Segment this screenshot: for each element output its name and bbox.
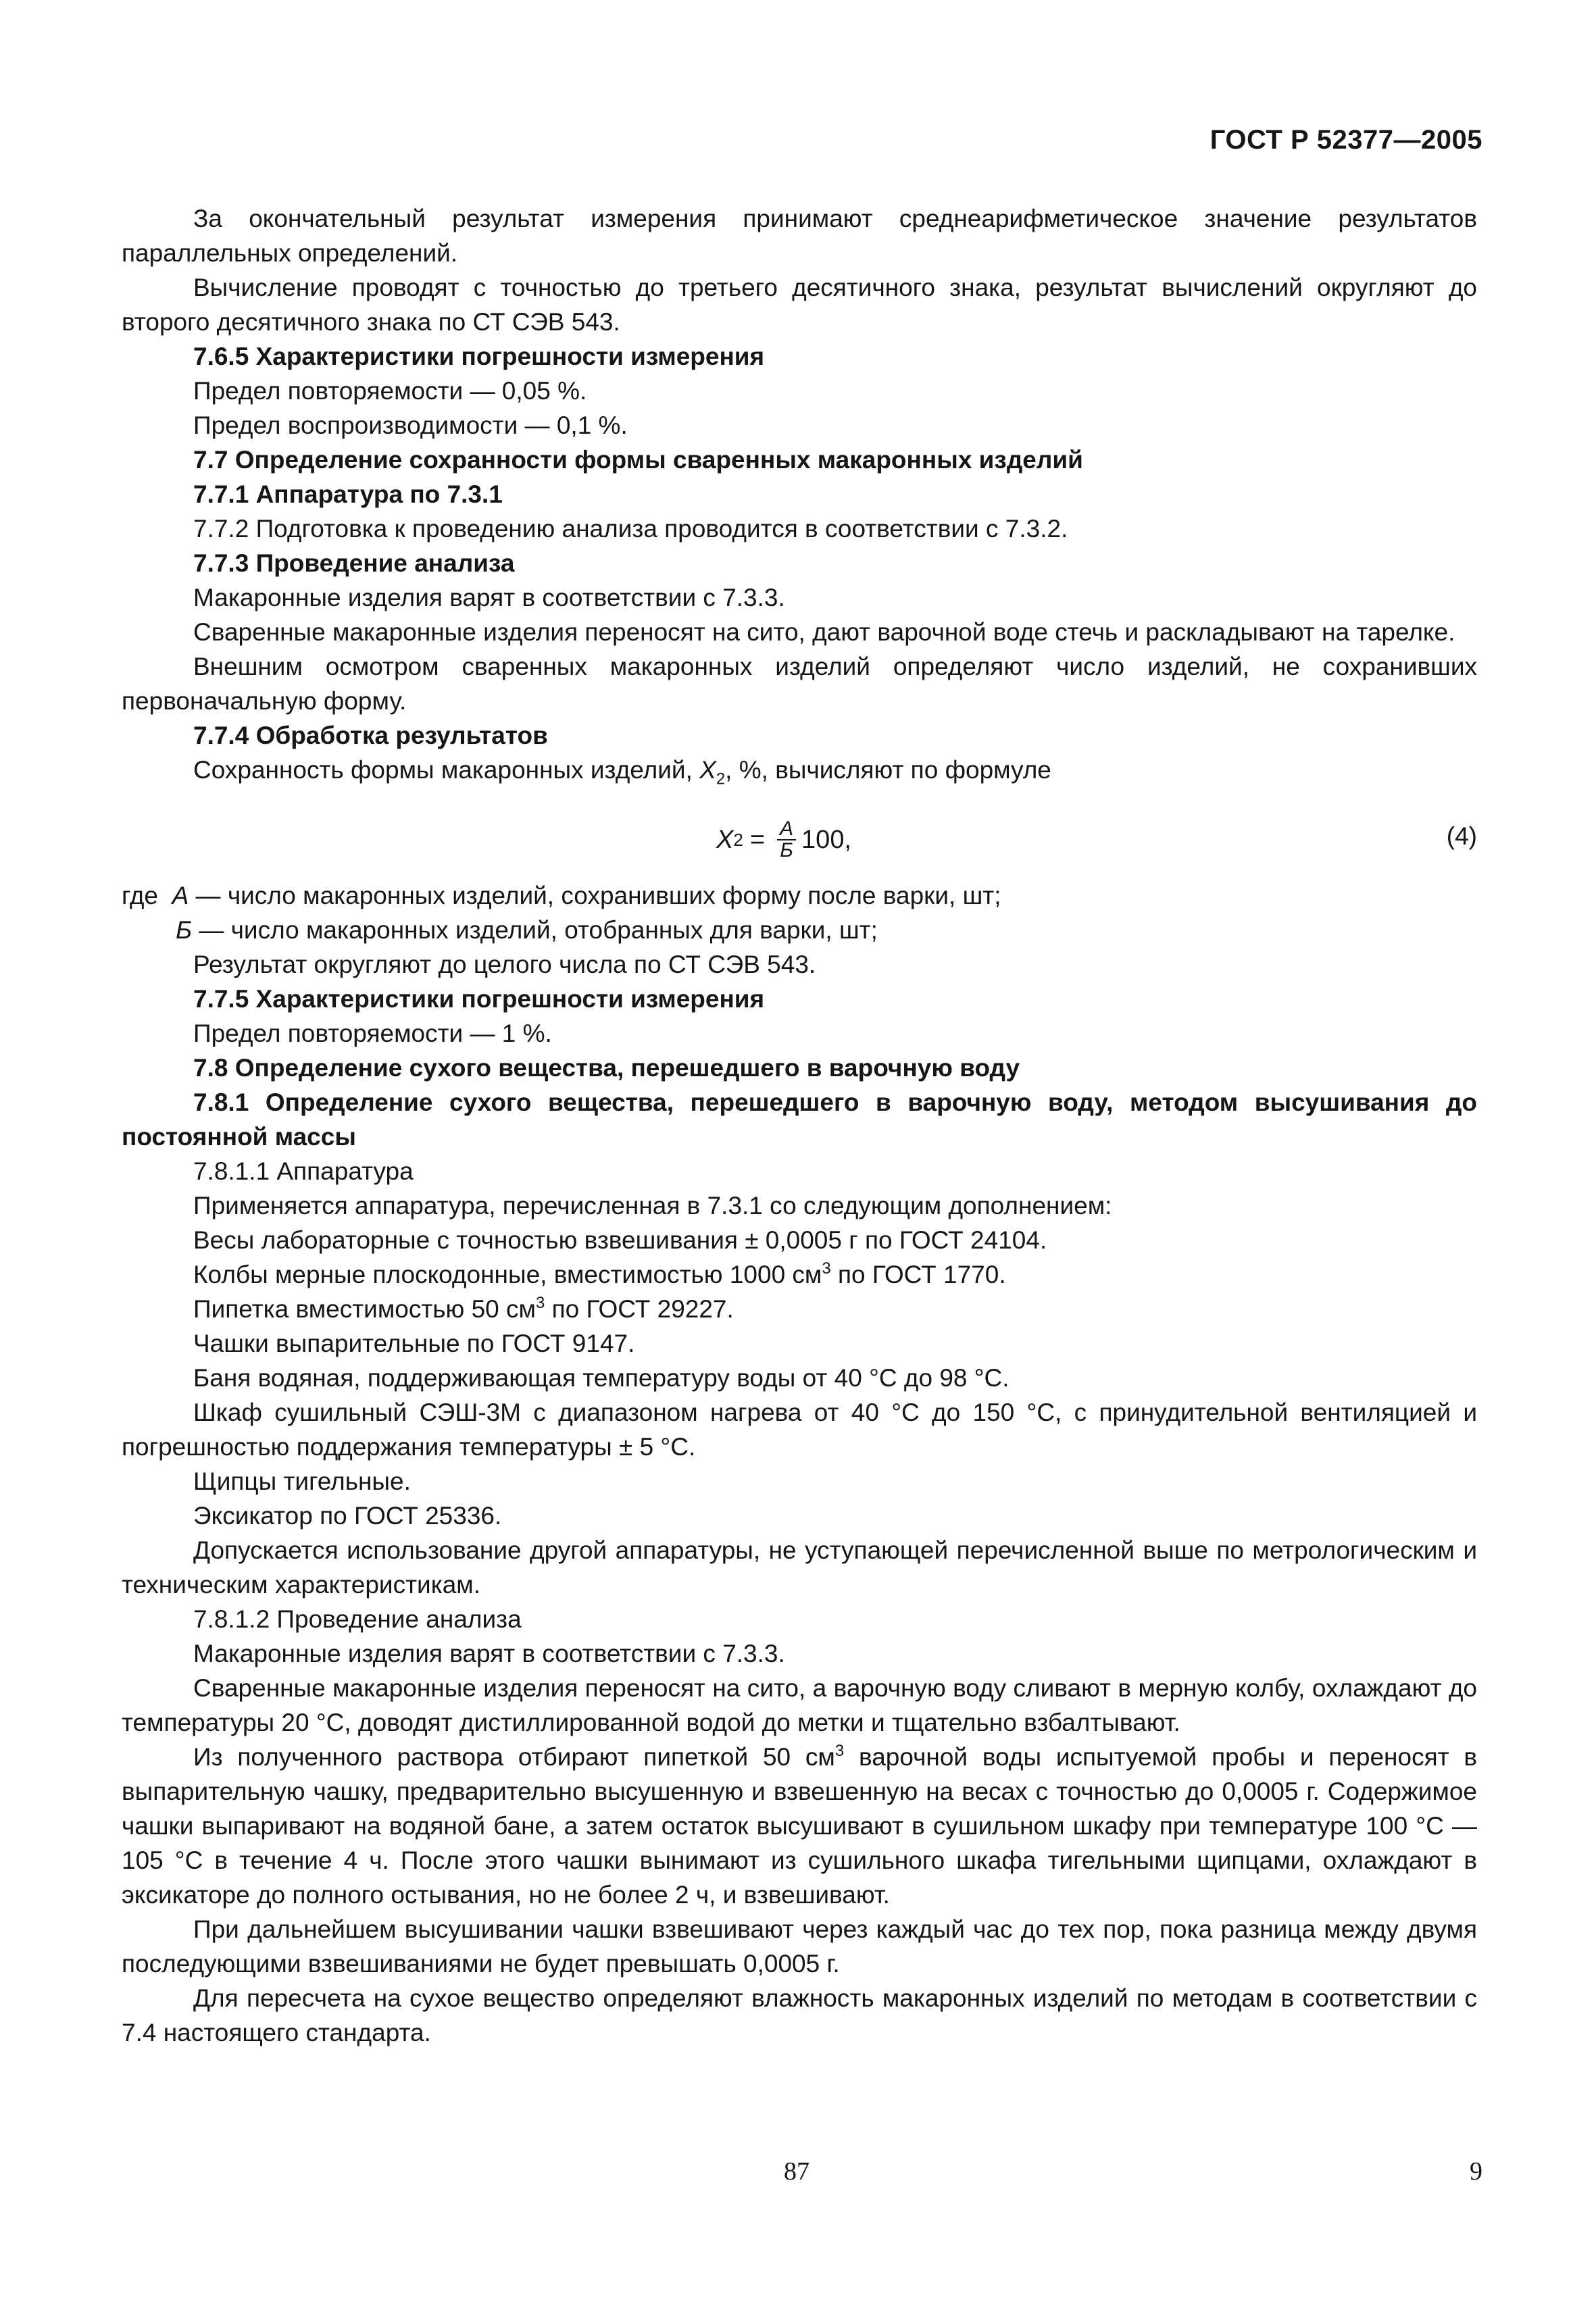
where-clause [122, 878, 1477, 913]
text-run: — число макаронных изделий, сохранивших форму после варки, шт; [195, 882, 1001, 910]
paragraph: Весы лабораторные с точностью взвешивания ± 0,0005 г по ГОСТ 24104. [193, 1226, 1047, 1255]
variable: Б [176, 916, 193, 945]
paragraph: Результат округляют до целого числа по СТ СЭВ 543. [193, 951, 816, 979]
paragraph: При дальнейшем высушивании чашки взвешивают через каждый час до тех пор, пока разница между двумя последующими взвешиваниями не будет превышать 0,0005 г. [122, 1915, 1477, 1978]
text-run: варочной воды испытуемой пробы и переносят в выпарительную чашку, предварительно высушенную и взвешенную на весах с точностью до 0,0005 г. Содержимое чашки выпаривают на водяной бане, а затем остаток высушивают в сушильном шкафу при температуре 100 °С — 105 °С в течение 4 ч. После этого чашки вынимают из сушильного шкафа тигельными щипцами, охлаждают в эксикаторе до полного остывания, но не более 2 ч, и взвешивают. [122, 1743, 1477, 1909]
paragraph: Эксикатор по ГОСТ 25336. [193, 1502, 502, 1530]
paragraph [122, 1740, 1477, 1912]
formula-block [122, 804, 1477, 872]
paragraph: Вычисление проводят с точностью до третьего десятичного знака, результат вычислений округляют до второго десятичного знака по СТ СЭВ 543. [122, 274, 1477, 336]
paragraph: Сваренные макаронные изделия переносят на сито, а варочную воду сливают в мерную колбу, охлаждают до температуры 20 °С, доводят дистиллированной водой до метки и тщательно взбалтывают. [122, 1674, 1477, 1737]
text-run: Сохранность формы макаронных изделий, [193, 756, 693, 784]
page-number: 9 [1470, 2157, 1482, 2186]
section-heading: 7.7 Определение сохранности формы сваренных макаронных изделий [193, 446, 1083, 474]
paragraph: 7.8.1.1 Аппаратура [193, 1157, 414, 1186]
section-heading: 7.7.3 Проведение анализа [193, 549, 515, 577]
superscript: 3 [535, 1294, 545, 1313]
paragraph: Макаронные изделия варят в соответствии с 7.3.3. [193, 584, 785, 611]
formula [716, 819, 851, 861]
formula-subscript: 2 [733, 829, 743, 850]
paragraph: Макаронные изделия варят в соответствии с 7.3.3. [193, 1640, 785, 1668]
paragraph: Предел повторяемости — 1 %. [193, 1020, 552, 1048]
document-id-header: ГОСТ Р 52377—2005 [1210, 125, 1482, 155]
formula-equals: = [749, 825, 766, 854]
section-heading: 7.7.5 Характеристики погрешности измерения [193, 985, 765, 1013]
formula-variable: X [716, 825, 734, 854]
paragraph: Баня водяная, поддерживающая температуру воды от 40 °С до 98 °С. [193, 1364, 1009, 1392]
paragraph: Щипцы тигельные. [193, 1467, 411, 1496]
superscript: 3 [834, 1742, 845, 1761]
where-clause [122, 913, 1477, 947]
formula-fraction [777, 819, 796, 861]
section-heading: 7.7.1 Аппаратура по 7.3.1 [193, 480, 503, 508]
paragraph: Шкаф сушильный СЭШ-3М с диапазоном нагрева от 40 °С до 150 °С, с принудительной вентиляцией и погрешностью поддержания температуры ± 5 °С. [122, 1399, 1477, 1461]
text-run: , %, вычисляют по формуле [725, 756, 1051, 784]
equation-number: (4) [1446, 822, 1477, 851]
paragraph: Внешним осмотром сваренных макаронных изделий определяют число изделий, не сохранивших первоначальную форму. [122, 653, 1477, 715]
superscript: 3 [822, 1259, 831, 1278]
paragraph: За окончательный результат измерения принимают среднеарифметическое значение результатов параллельных определений. [122, 205, 1477, 267]
scan-page-number: 87 [784, 2157, 809, 2186]
text-run: по ГОСТ 29227. [545, 1295, 734, 1324]
section-heading: 7.8.1 Определение сухого вещества, перешедшего в варочную воду, методом высушивания до постоянной массы [122, 1088, 1477, 1151]
paragraph [122, 753, 1477, 796]
paragraph: Применяется аппаратура, перечисленная в 7.3.1 со следующим дополнением: [193, 1192, 1112, 1220]
paragraph: 7.8.1.2 Проведение анализа [193, 1605, 522, 1634]
formula-factor: 100, [801, 825, 852, 854]
paragraph: Для пересчета на сухое вещество определяют влажность макаронных изделий по методам в соответствии с 7.4 настоящего стандарта. [122, 1984, 1477, 2047]
paragraph [122, 1257, 1477, 1292]
paragraph: Допускается использование другой аппаратуры, не уступающей перечисленной выше по метрологическим и техническим характеристикам. [122, 1536, 1477, 1599]
paragraph [122, 1292, 1477, 1326]
text-run: по ГОСТ 1770. [830, 1261, 1006, 1289]
text-run: Пипетка вместимостью 50 см [193, 1295, 536, 1324]
variable: А [172, 882, 189, 910]
document-body [122, 201, 1477, 2050]
where-prefix: где [122, 882, 159, 910]
paragraph: Сваренные макаронные изделия переносят на сито, дают варочной воде стечь и раскладывают на тарелке. [193, 618, 1455, 646]
paragraph: Предел воспроизводимости — 0,1 %. [193, 411, 628, 439]
paragraph: Чашки выпарительные по ГОСТ 9147. [193, 1330, 635, 1358]
subscript: 2 [716, 770, 726, 788]
fraction-denominator: Б [780, 839, 793, 862]
paragraph: 7.7.2 Подготовка к проведению анализа проводится в соответствии с 7.3.2. [193, 515, 1068, 543]
paragraph: Предел повторяемости — 0,05 %. [193, 377, 587, 405]
section-heading: 7.7.4 Обработка результатов [193, 722, 548, 749]
text-run: Из полученного раствора отбирают пипеткой 50 см [193, 1743, 835, 1771]
fraction-numerator: А [777, 819, 796, 840]
variable: X [699, 756, 716, 784]
section-heading: 7.6.5 Характеристики погрешности измерения [193, 343, 765, 370]
text-run: — число макаронных изделий, отобранных для варки, шт; [199, 916, 878, 945]
section-heading: 7.8 Определение сухого вещества, перешедшего в варочную воду [193, 1054, 1020, 1082]
text-run: Колбы мерные плоскодонные, вместимостью 1000 см [193, 1261, 822, 1289]
